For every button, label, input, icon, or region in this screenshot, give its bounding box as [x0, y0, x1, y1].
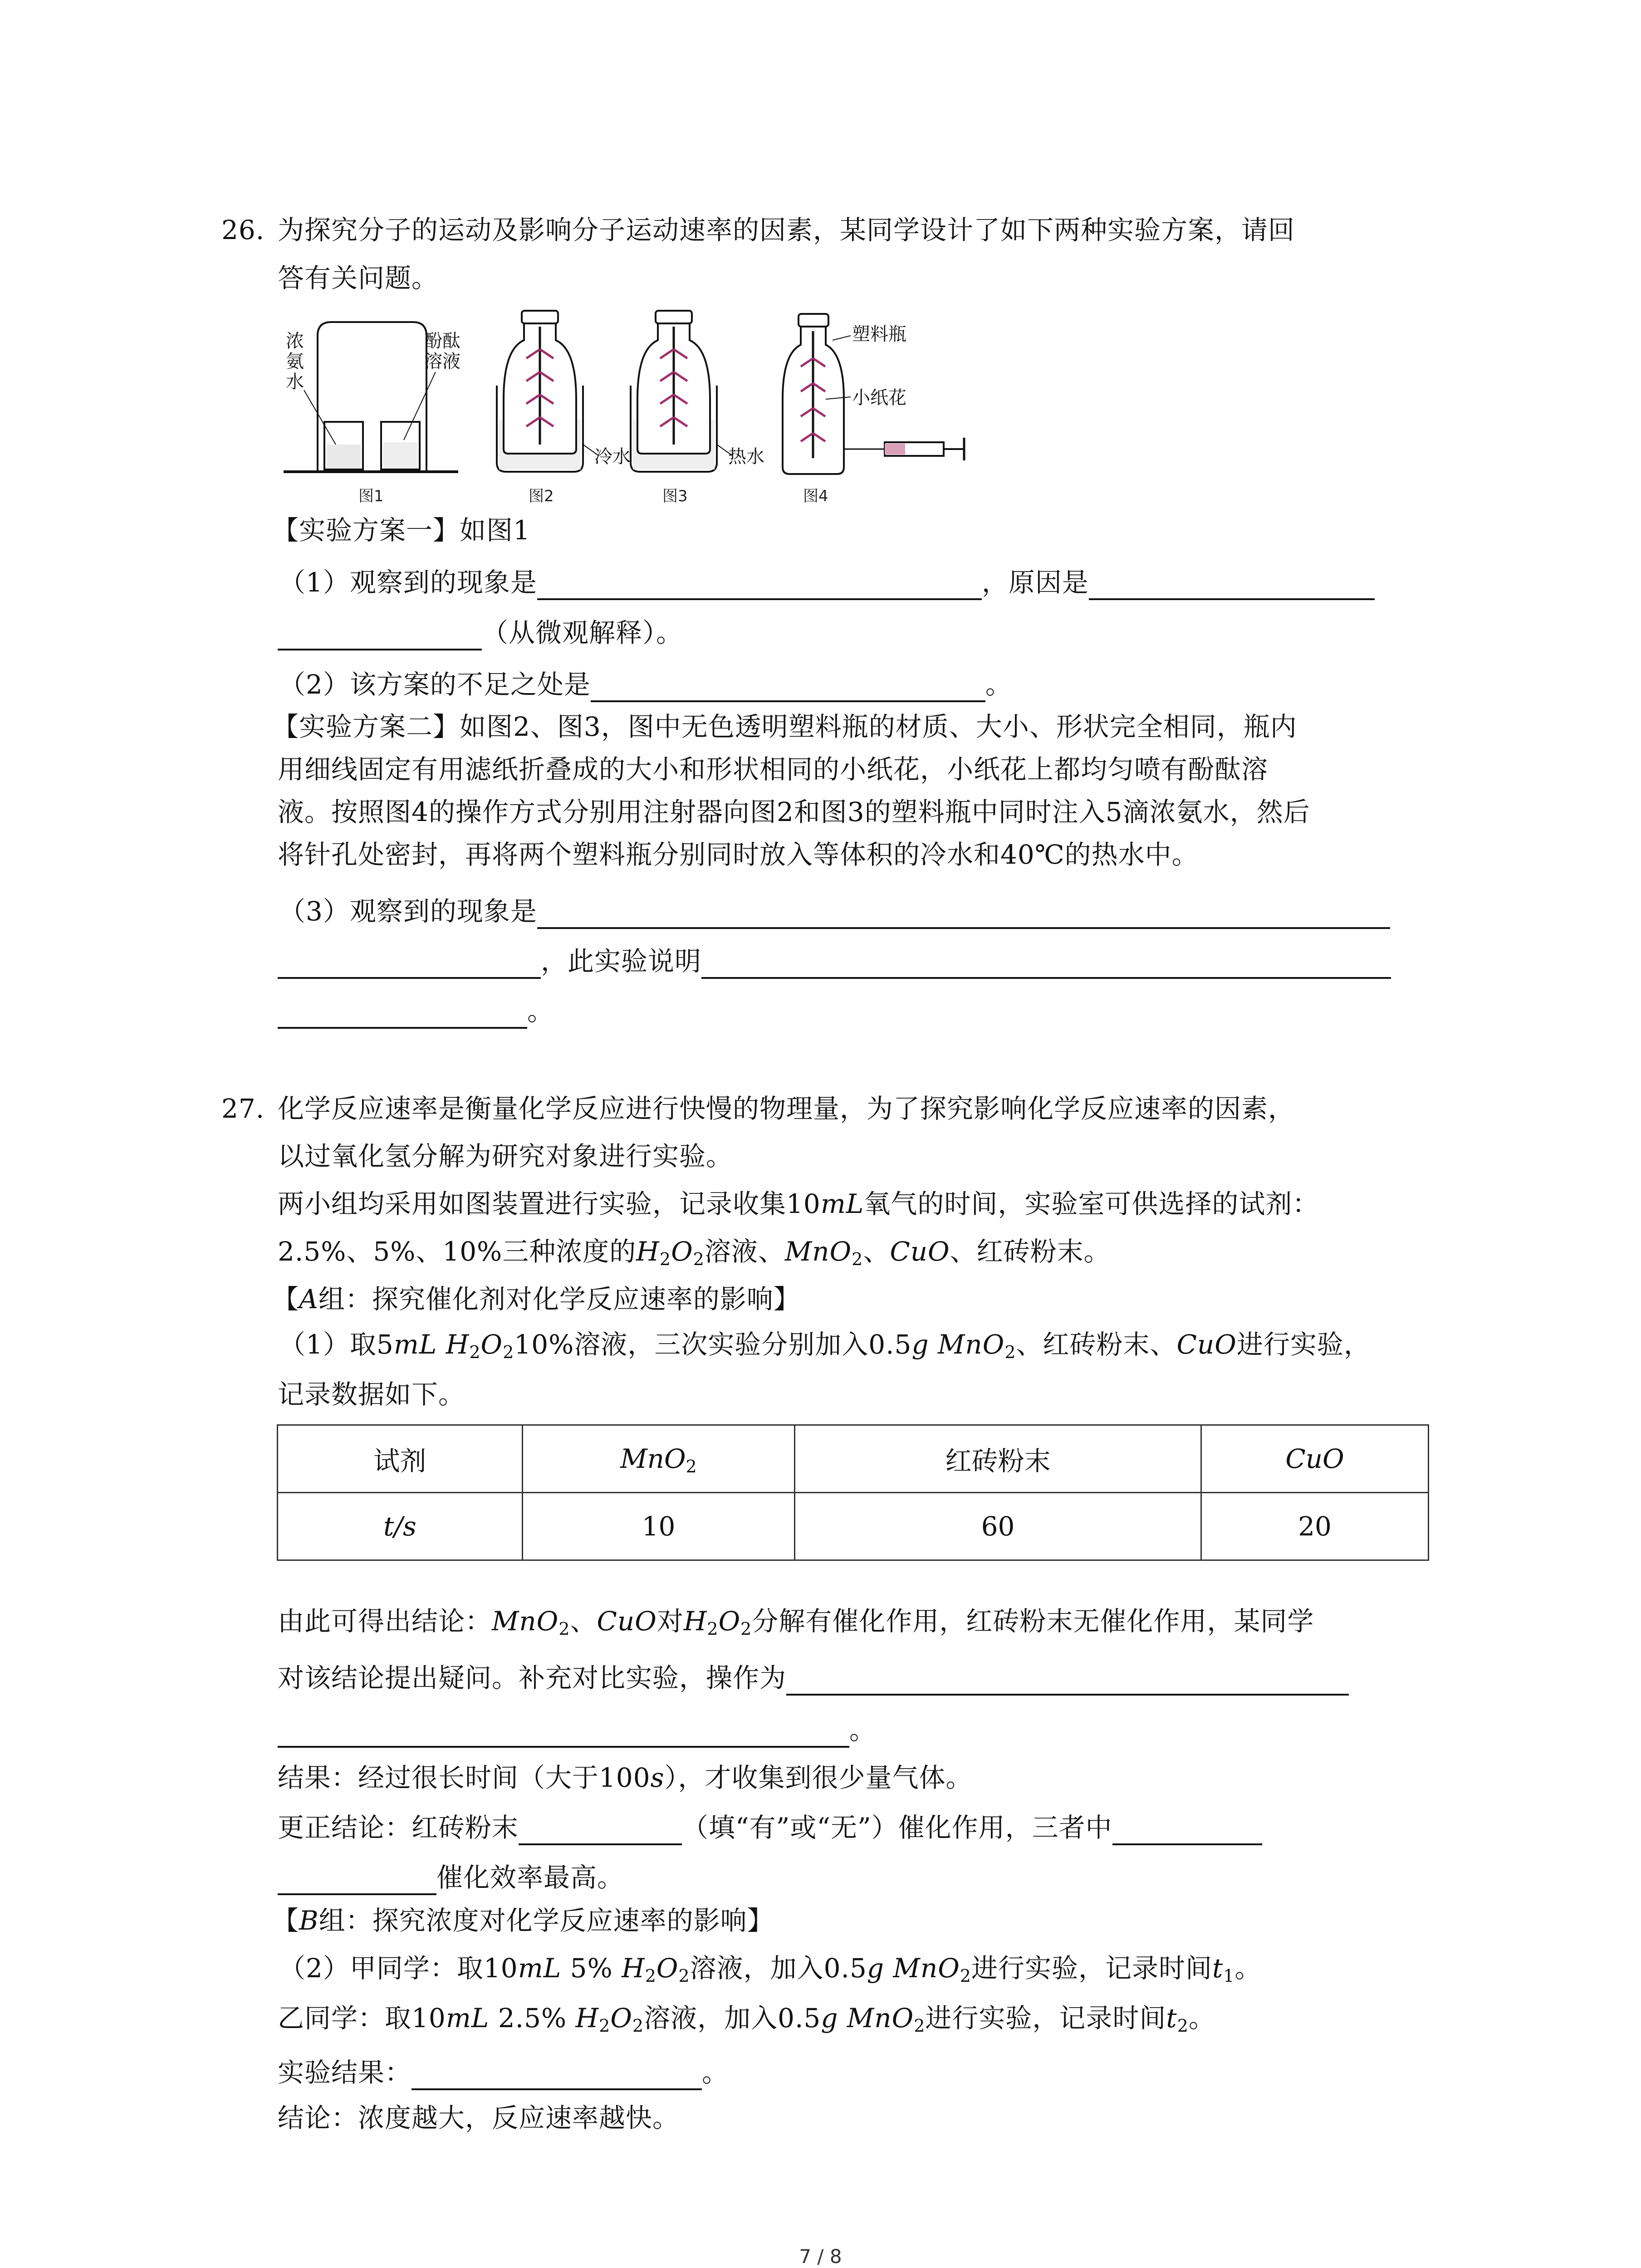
table-cell-brick: 60	[795, 1493, 1201, 1560]
q27-b-student-b: 乙同学：取10mL 2.5% $H_2O_2$溶液，加入0.5g MnO$_2$进行实验，记录时间$t_2$。	[278, 2003, 1215, 2036]
label-cold-water: 冷水	[594, 446, 631, 467]
q26-sub3-text-a: （3）观察到的现象是	[279, 896, 537, 927]
q26-sub1-text-c: （从微观解释）。	[482, 617, 683, 648]
q26-plan2-line4: 将针孔处密封，再将两个塑料瓶分别同时放入等体积的冷水和40℃的热水中。	[278, 839, 1199, 870]
q27-correction-line1: 更正结论：红砖粉末 （填“有”或“无”）催化作用，三者中	[278, 1810, 1262, 1845]
q26-sub1-text-a: （1）观察到的现象是	[279, 567, 537, 598]
label-plastic-bottle: 塑料瓶	[852, 324, 906, 345]
answer-blank-reason[interactable]	[1089, 570, 1375, 600]
q27-group-b-heading: 【B组：探究浓度对化学反应速率的影响】	[272, 1905, 774, 1936]
table-row	[278, 1493, 1429, 1560]
answer-blank-experiment-result[interactable]	[411, 2060, 702, 2090]
table-header-reagent: 试剂	[278, 1425, 523, 1493]
figure-3-caption: 图3	[662, 487, 688, 505]
q27-setup-d: 溶液、	[704, 1236, 785, 1267]
table-row	[278, 1425, 1429, 1493]
q26-plan2-line2: 用细线固定有用滤纸折叠成的大小和形状相同的小纸花，小纸花上都均匀喷有酚酞溶	[278, 754, 1269, 785]
page-number: 7 / 8	[799, 2245, 842, 2268]
q26-sub1-line1	[279, 565, 1375, 600]
q27-setup-a: 两小组均采用如图装置进行实验，记录收集10	[278, 1188, 821, 1219]
label-ammonia-1: 浓	[286, 331, 304, 352]
figure-1	[284, 322, 460, 505]
data-table	[277, 1424, 1429, 1561]
label-ammonia-3: 水	[286, 371, 304, 392]
q26-sub3-line3	[278, 993, 554, 1029]
q27-stem-line1: 化学反应速率是衡量化学反应进行快慢的物理量，为了探究影响化学反应速率的因素，	[278, 1093, 1295, 1124]
q26-sub3-text-c: 。	[527, 996, 554, 1026]
figure-3	[631, 311, 764, 505]
q27-setup-line2: 2.5%、5%、10%三种浓度的$H_2O_2$溶液、MnO$_2$、CuO、红砖粉末。	[278, 1236, 1111, 1269]
q27-conclusion-line1: 由此可得出结论：MnO$_2$、CuO对$H_2O_2$分解有催化作用，红砖粉末无催化作用，某同学	[278, 1606, 1314, 1639]
formula-h2o2-o: O	[671, 1236, 693, 1267]
answer-blank-phenomenon-2[interactable]	[537, 899, 1390, 929]
answer-blank-explanation-cont[interactable]	[278, 999, 527, 1029]
q27-group-a-heading: 【A组：探究催化剂对化学反应速率的影响】	[272, 1284, 800, 1315]
q26-plan2-line3: 液。按照图4的操作方式分别用注射器向图2和图3的塑料瓶中同时注入5滴浓氨水，然后	[278, 797, 1310, 827]
formula-cuo: CuO	[890, 1236, 950, 1267]
q26-stem-line2: 答有关问题。	[278, 263, 439, 293]
q26-sub1-text-b: ，原因是	[981, 567, 1089, 598]
answer-blank-phenomenon[interactable]	[537, 570, 982, 600]
table-header-brick: 红砖粉末	[795, 1425, 1201, 1493]
q26-sub2-text-a: （2）该方案的不足之处是	[279, 669, 591, 700]
answer-blank-most-efficient-cont[interactable]	[278, 1865, 436, 1895]
q26-figures	[281, 308, 975, 522]
answer-blank-most-efficient[interactable]	[1112, 1815, 1262, 1845]
label-hot-water: 热水	[728, 446, 764, 467]
table-cell-mno2: 10	[522, 1493, 794, 1560]
q27-setup-e: 、红砖粉末。	[950, 1236, 1111, 1267]
figure-2-caption: 图2	[529, 487, 554, 505]
formula-h2o2-h: H	[636, 1236, 660, 1267]
q27-b-student-a: （2）甲同学：取10mL 5% $H_2O_2$溶液，加入0.5g MnO$_2$进行实验，记录时间$t_1$。	[279, 1953, 1262, 1986]
q27-conclusion-line2: 对该结论提出疑问。补充对比实验，操作为	[278, 1660, 1349, 1696]
figure-4-caption: 图4	[803, 487, 828, 505]
q26-sub3-line1	[279, 894, 1390, 929]
q26-sub3-text-b: ，此实验说明	[541, 946, 702, 977]
answer-blank-operation[interactable]	[786, 1666, 1349, 1696]
table-header-mno2: MnO$_2$	[522, 1425, 794, 1493]
answer-blank-shortcoming[interactable]	[591, 672, 985, 702]
answer-blank-explanation[interactable]	[701, 949, 1391, 979]
q26-number: 26.	[221, 215, 265, 245]
label-phenolphthalein-2: 溶液	[424, 351, 460, 372]
q27-unit-ml: mL	[820, 1188, 864, 1219]
q27-experiment-result: 实验结果： 。	[278, 2055, 729, 2090]
q27-setup-c: 2.5%、5%、10%三种浓度的	[278, 1236, 637, 1267]
q27-setup-line1	[278, 1186, 1319, 1222]
q26-sub1-line2	[278, 615, 683, 650]
q26-plan1-heading: 【实验方案一】如图1	[272, 515, 530, 546]
q27-result-line: 结果：经过很长时间（大于100s），才收集到很少量气体。	[278, 1762, 973, 1793]
answer-blank-has-or-not[interactable]	[519, 1815, 682, 1845]
q27-stem-line2: 以过氧化氢分解为研究对象进行实验。	[278, 1141, 733, 1172]
label-ammonia-2: 氨	[286, 351, 304, 372]
q26-sub3-line2	[278, 943, 1391, 979]
q27-number: 27.	[221, 1093, 265, 1124]
figure-1-caption: 图1	[358, 487, 384, 505]
q27-correction-line2: 催化效率最高。	[278, 1860, 624, 1895]
table-cell-cuo: 20	[1201, 1493, 1429, 1560]
q27-a1-line2: 记录数据如下。	[278, 1379, 465, 1410]
answer-blank-phenomenon-2-cont[interactable]	[278, 949, 541, 979]
label-paper-flower: 小纸花	[852, 387, 906, 408]
q27-a1-line1: （1）取5mL $H_2O_210\%$溶液，三次实验分别加入0.5g MnO$_2$、红砖粉末、CuO进行实验，	[279, 1329, 1371, 1362]
q27-setup-b: 氧气的时间，实验室可供选择的试剂：	[864, 1188, 1319, 1219]
q26-sub2-line	[279, 667, 1012, 702]
label-phenolphthalein-1: 酚酞	[424, 331, 460, 352]
answer-blank-operation-cont[interactable]	[278, 1718, 849, 1748]
figure-4	[783, 314, 964, 505]
figure-2	[497, 311, 631, 505]
q26-plan2-line1: 【实验方案二】如图2、图3，图中无色透明塑料瓶的材质、大小、形状完全相同，瓶内	[272, 711, 1297, 742]
table-header-cuo: CuO	[1201, 1425, 1429, 1493]
formula-mno2: MnO	[784, 1236, 852, 1267]
q27-conclusion-line3: 。	[278, 1712, 876, 1748]
answer-blank-reason-cont[interactable]	[278, 621, 482, 650]
q27-final-conclusion: 结论：浓度越大，反应速率越快。	[278, 2102, 680, 2133]
q26-sub2-text-b: 。	[985, 669, 1012, 700]
table-cell-time-label: t/s	[278, 1493, 523, 1560]
q26-stem-line1: 为探究分子的运动及影响分子运动速率的因素，某同学设计了如下两种实验方案，请回	[278, 215, 1295, 245]
